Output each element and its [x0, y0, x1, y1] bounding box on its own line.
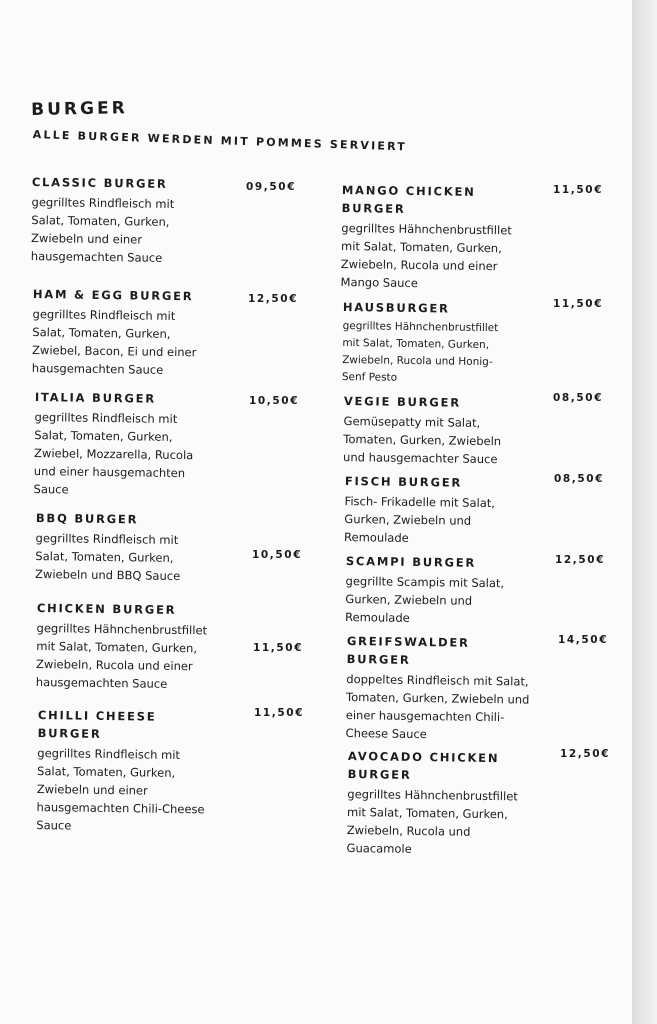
item-name: BBQ BURGER	[35, 510, 139, 527]
item-name: FISCH BURGER	[344, 473, 463, 490]
item-name: SCAMPI BURGER	[345, 553, 477, 570]
menu-item-avocado-chicken-burger	[346, 747, 518, 859]
item-description: gegrilltes Rindfleisch mit Salat, Tomaten, Gurken, Zwiebeln und BBQ Sauce	[34, 530, 181, 584]
item-price: 14,50€	[558, 634, 609, 646]
menu-item-chilli-cheese-burger	[36, 706, 206, 836]
item-name: GREIFSWALDER BURGER	[346, 633, 470, 667]
menu-item-hausburger	[342, 298, 499, 388]
item-price: 08,50€	[553, 392, 604, 404]
item-description: gegrilltes Rindfleisch mit Salat, Tomaten, Gurken, Zwiebel, Bacon, Ei und einer hausgemachten Sauce	[31, 306, 197, 377]
section-title: BURGER	[31, 98, 128, 120]
item-description: gegrilltes Hähnchenbrustfillet mit Salat, Tomaten, Gurken, Zwiebeln, Rucola und einer Mango Sauce	[340, 220, 512, 291]
menu-item-italia-burger	[33, 388, 194, 500]
item-description: gegrillte Scampis mit Salat, Gurken, Zwiebeln und Remoulade	[344, 573, 505, 625]
item-description: doppeltes Rindfleisch mit Salat, Tomaten, Gurken, Zwiebeln und einer hausgemachten Chili- Cheese Sauce	[345, 671, 530, 742]
item-description: Fisch- Frikadelle mit Salat, Gurken, Zwiebeln und Remoulade	[343, 493, 496, 545]
item-name: CLASSIC BURGER	[31, 174, 168, 191]
item-name: CHILLI CHEESE BURGER	[37, 707, 157, 741]
item-description: gegrilltes Rindfleisch mit Salat, Tomaten, Gurken, Zwiebel, Mozzarella, Rucola und einer hausgemachten Sauce	[33, 409, 194, 497]
item-name: VEGIE BURGER	[343, 393, 462, 410]
item-price: 08,50€	[554, 473, 605, 485]
menu-item-classic-burger	[31, 173, 175, 267]
item-name: HAM & EGG BURGER	[32, 286, 194, 304]
menu-item-fisch-burger	[344, 472, 495, 548]
item-price: 12,50€	[555, 554, 606, 566]
item-price: 11,50€	[253, 642, 304, 654]
section-subtitle: ALLE BURGER WERDEN MIT POMMES SERVIERT	[32, 128, 408, 154]
item-price: 11,50€	[254, 707, 305, 719]
item-name: MANGO CHICKEN BURGER	[341, 182, 476, 216]
item-description: gegrilltes Hähnchenbrustfillet mit Salat, Tomaten, Gurken, Zwiebeln, Rucola und einer hausgemachten Sauce	[35, 620, 208, 691]
item-name: ITALIA BURGER	[34, 389, 157, 406]
item-description: gegrilltes Hähnchenbrustfillet mit Salat, Tomaten, Gurken, Zwiebeln, Rucola und Honig- Senf Pesto	[341, 319, 499, 384]
item-name: HAUSBURGER	[342, 299, 450, 316]
menu-item-ham-egg-burger	[32, 285, 198, 379]
item-price: 12,50€	[248, 293, 299, 305]
menu-item-mango-chicken-burger	[340, 181, 512, 293]
menu-item-bbq-burger	[35, 509, 181, 585]
item-price: 09,50€	[246, 181, 297, 193]
item-name: AVOCADO CHICKEN BURGER	[347, 748, 500, 782]
item-description: Gemüsepatty mit Salat, Tomaten, Gurken, Zwiebeln und hausgemachter Sauce	[342, 413, 502, 467]
page-edge	[632, 0, 657, 1024]
menu-item-vegie-burger	[343, 392, 502, 468]
item-price: 11,50€	[553, 184, 604, 196]
item-description: gegrilltes Hähnchenbrustfillet mit Salat, Tomaten, Gurken, Zwiebeln, Rucola und Guacamole	[346, 786, 518, 856]
item-price: 12,50€	[560, 748, 611, 760]
item-description: gegrilltes Rindfleisch mit Salat, Tomaten, Gurken, Zwiebeln und einer hausgemachten Sauce	[30, 194, 175, 265]
menu-item-greifswalder-burger	[345, 632, 530, 745]
menu-item-scampi-burger	[345, 552, 505, 628]
menu-item-chicken-burger	[36, 599, 208, 693]
item-price: 10,50€	[249, 395, 300, 407]
item-description: gegrilltes Rindfleisch mit Salat, Tomaten, Gurken, Zwiebeln und einer hausgemachten Chili-Cheese Sauce	[36, 745, 205, 833]
item-price: 11,50€	[553, 298, 604, 310]
item-name: CHICKEN BURGER	[36, 600, 177, 617]
item-price: 10,50€	[252, 549, 303, 561]
